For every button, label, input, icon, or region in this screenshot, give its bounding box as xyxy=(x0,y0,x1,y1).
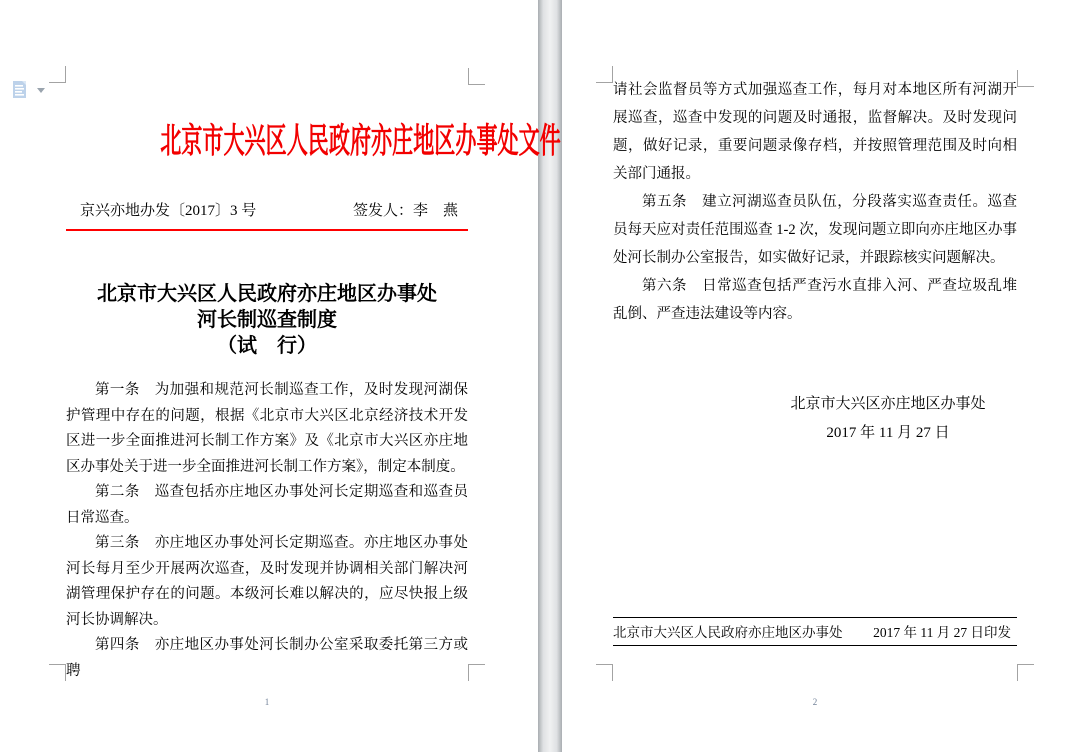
document-title-line3: （试 行） xyxy=(217,335,317,357)
signature-block xyxy=(738,390,1038,448)
chevron-down-icon xyxy=(37,88,45,93)
red-separator-line xyxy=(66,229,468,231)
footer-print-date: 2017 年 11 月 27 日印发 xyxy=(873,625,1011,640)
paragraph-article-6: 第六条 日常巡查包括严查污水直排入河、严查垃圾乱堆乱倒、严查违法建设等内容。 xyxy=(613,278,1017,322)
page-1-body xyxy=(66,378,468,684)
document-title xyxy=(66,281,468,359)
document-title-line2: 河长制巡查制度 xyxy=(197,309,337,331)
page-2-body xyxy=(613,76,1017,328)
footer-organization: 北京市大兴区人民政府亦庄地区办事处 xyxy=(613,625,843,640)
print-footer xyxy=(613,617,1017,646)
paragraph-article-5: 第五条 建立河湖巡查员队伍，分段落实巡查责任。巡查员每天应对责任范围巡查 1-2 次，发现问题立即向亦庄地区办事处河长制办公室报告，如实做好记录，并跟踪核实问题解决。 xyxy=(613,194,1017,266)
paragraph-article-4: 第四条 亦庄地区办事处河长制办公室采取委托第三方或聘 xyxy=(66,637,468,679)
crop-mark-bottom-left xyxy=(596,664,613,681)
document-title-line1: 北京市大兴区人民政府亦庄地区办事处 xyxy=(97,283,437,305)
crop-mark-bottom-right xyxy=(468,664,485,681)
signature-date: 2017 年 11 月 27 日 xyxy=(826,425,950,441)
paragraph-article-4-continued: 请社会监督员等方式加强巡查工作，每月对本地区所有河湖开展巡查，巡查中发现的问题及时通报，监督解决。及时发现问题，做好记录，重要问题录像存档，并按照管理范围及时向相关部门通报。 xyxy=(613,82,1017,182)
page-number-2: 2 xyxy=(812,697,818,707)
crop-mark-top-left xyxy=(49,66,66,83)
crop-mark-top-right xyxy=(1017,70,1034,87)
document-number-row xyxy=(66,199,468,220)
page-2[interactable] xyxy=(562,0,1082,752)
signer-label: 签发人：李 燕 xyxy=(352,203,458,219)
crop-mark-bottom-left xyxy=(49,664,66,681)
paste-options-button[interactable] xyxy=(11,79,47,103)
letterhead-title: 北京市大兴区人民政府亦庄地区办事处文件 xyxy=(160,120,561,161)
crop-mark-top-right xyxy=(468,68,485,85)
page-number-1: 1 xyxy=(264,697,270,707)
paragraph-article-3: 第三条 亦庄地区办事处河长定期巡查。亦庄地区办事处河长每月至少开展两次巡查，及时发现并协调相关部门解决河湖管理保护存在的问题。本级河长难以解决的，应尽快报上级河长协调解决。 xyxy=(66,535,468,628)
paragraph-article-1: 第一条 为加强和规范河长制巡查工作，及时发现河湖保护管理中存在的问题，根据《北京市大兴区北京经济技术开发区进一步全面推进河长制工作方案》及《北京市大兴区亦庄地区办事处关于进一步全面推进河长制工作方案》，制定本制度。 xyxy=(66,382,468,475)
paragraph-article-2: 第二条 巡查包括亦庄地区办事处河长定期巡查和巡查员日常巡查。 xyxy=(66,484,468,526)
signature-organization: 北京市大兴区亦庄地区办事处 xyxy=(790,396,986,412)
crop-mark-top-left xyxy=(596,66,613,83)
crop-mark-bottom-right xyxy=(1017,664,1034,681)
document-number: 京兴亦地办发〔2017〕3 号 xyxy=(80,203,257,219)
